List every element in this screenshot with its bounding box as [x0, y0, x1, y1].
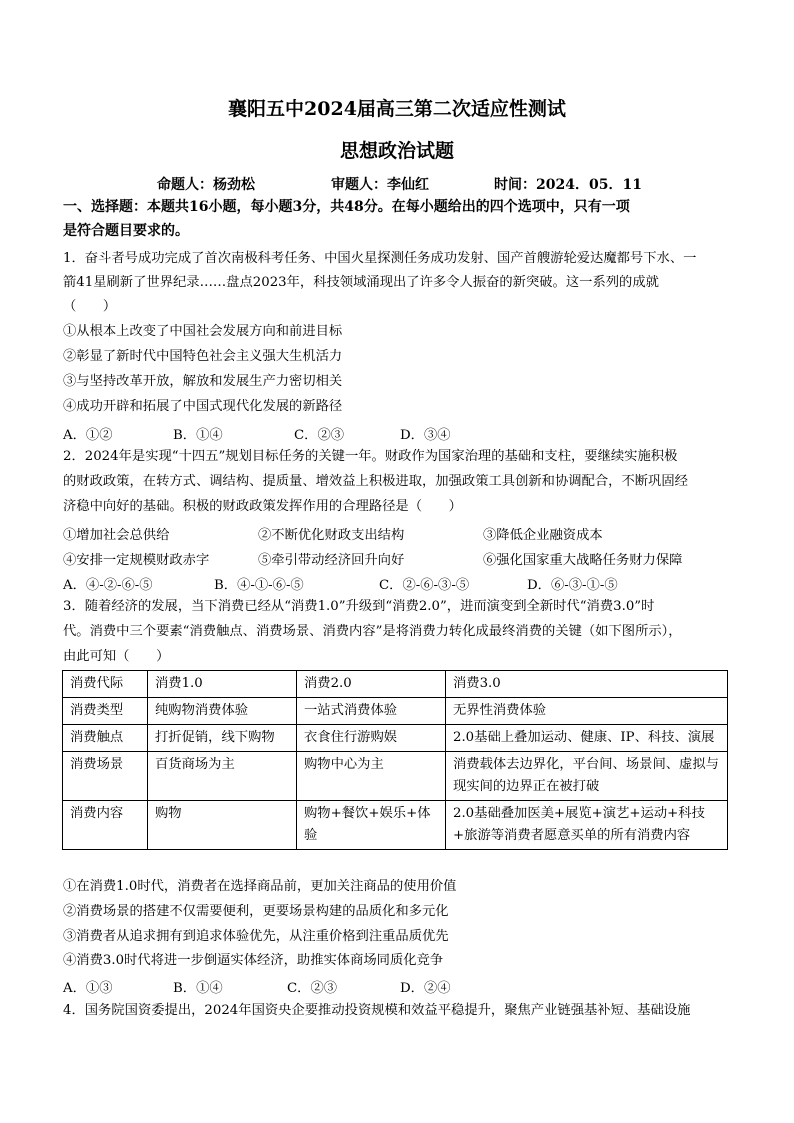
table-header-cell: 消费代际 — [63, 671, 148, 698]
q3-statement-4: ④消费3.0时代将进一步倒逼实体经济，助推实体商场同质化竞争 — [63, 953, 444, 968]
consumption-table — [62, 670, 728, 850]
table-cell: 消费场景 — [63, 752, 148, 801]
q2-option-c: C．②-⑥-③-⑤ — [379, 578, 470, 593]
table-header-cell: 消费3.0 — [446, 671, 728, 698]
q2-statement-2: ②不断优化财政支出结构 — [258, 528, 405, 543]
table-cell: 一站式消费体验 — [297, 698, 446, 725]
table-cell: 2.0基础叠加医美+展览+演艺+运动+科技+旅游等消费者愿意买单的所有消费内容 — [446, 801, 728, 850]
q2-statement-4: ④安排一定规模财政赤字 — [63, 553, 210, 568]
q3-option-c: C．②③ — [287, 981, 338, 996]
table-cell: 消费内容 — [63, 801, 148, 850]
q1-option-c: C．②③ — [294, 428, 345, 443]
table-cell: 纯购物消费体验 — [148, 698, 297, 725]
q3-stem: 3．随着经济的发展，当下消费已经从“消费1.0”升级到“消费2.0”，进而演变到全新时代“消费3.0”时 — [63, 599, 655, 614]
table-row — [63, 725, 728, 752]
table-row — [63, 698, 728, 725]
q3-option-d: D．②④ — [400, 981, 451, 996]
q1-stem: 1．奋斗者号成功完成了首次南极科考任务、中国火星探测任务成功发射、国产首艘游轮爱达魔都号下水、一 — [63, 251, 697, 266]
q2-stem-2: 的财政政策，在转方式、调结构、提质量、增效益上积极进取，加强政策工具创新和协调配合，不断巩固经 — [63, 474, 688, 489]
q2-stem: 2．2024年是实现“十四五”规划目标任务的关键一年。财政作为国家治理的基础和支柱，要继续实施积极 — [63, 449, 678, 464]
q2-option-b: B．④-①-⑥-⑤ — [214, 578, 304, 593]
table-cell: 消费触点 — [63, 725, 148, 752]
q2-statement-3: ③降低企业融资成本 — [483, 528, 603, 543]
q2-statement-1: ①增加社会总供给 — [63, 528, 170, 543]
q4-stem: 4．国务院国资委提出，2024年国资央企要推动投资规模和效益平稳提升，聚焦产业链强基补短、基础设施 — [63, 1003, 691, 1018]
table-row — [63, 752, 728, 801]
q2-option-a: A．④-②-⑥-⑤ — [63, 578, 153, 593]
q1-option-a: A．①② — [63, 428, 113, 443]
q1-option-d: D．③④ — [400, 428, 451, 443]
q2-statement-6: ⑥强化国家重大战略任务财力保障 — [483, 553, 683, 568]
q3-option-a: A．①③ — [63, 981, 113, 996]
table-header-cell: 消费2.0 — [297, 671, 446, 698]
table-cell: 购物+餐饮+娱乐+体验 — [297, 801, 446, 850]
q1-statement-1: ①从根本上改变了中国社会发展方向和前进目标 — [63, 324, 343, 339]
q3-option-b: B．①④ — [173, 981, 223, 996]
reviewer: 审题人：李仙红 — [331, 177, 429, 193]
exam-subject: 思想政治试题 — [339, 140, 454, 162]
q2-stem-3: 济稳中向好的基础。积极的财政政策发挥作用的合理路径是（ ） — [63, 499, 462, 514]
table-cell: 消费载体去边界化，平台间、场景间、虚拟与现实间的边界正在被打破 — [446, 752, 728, 801]
q1-statement-2: ②彰显了新时代中国特色社会主义强大生机活力 — [63, 349, 343, 364]
section-instructions: 一、选择题：本题共16小题，每小题3分，共48分。在每小题给出的四个选项中，只有一项 — [63, 199, 630, 215]
section-instructions-cont: 是符合题目要求的。 — [63, 223, 189, 239]
q1-statement-3: ③与坚持改革开放，解放和发展生产力密切相关 — [63, 374, 343, 389]
table-cell: 购物中心为主 — [297, 752, 446, 801]
table-cell: 2.0基础上叠加运动、健康、IP、科技、演展 — [446, 725, 728, 752]
table-header-row — [63, 671, 728, 698]
table-row — [63, 801, 728, 850]
setter: 命题人：杨劲松 — [157, 177, 255, 193]
q1-option-b: B．①④ — [173, 428, 223, 443]
table-header-cell: 消费1.0 — [148, 671, 297, 698]
q3-statement-1: ①在消费1.0时代，消费者在选择商品前，更加关注商品的使用价值 — [63, 879, 457, 894]
table-cell: 打折促销，线下购物 — [148, 725, 297, 752]
q1-statement-4: ④成功开辟和拓展了中国式现代化发展的新路径 — [63, 399, 343, 414]
q3-statement-3: ③消费者从追求拥有到追求体验优先，从注重价格到注重品质优先 — [63, 929, 449, 944]
table-cell: 消费类型 — [63, 698, 148, 725]
table-cell: 无界性消费体验 — [446, 698, 728, 725]
q3-stem-2: 代。消费中三个要素“消费触点、消费场景、消费内容”是将消费力转化成最终消费的关键（如下图所示）， — [63, 624, 682, 639]
q1-stem-2: 箭41星刷新了世界纪录……盘点2023年，科技领域涌现出了许多令人振奋的新突破。这一系列的成就 — [63, 275, 659, 290]
table-cell: 百货商场为主 — [148, 752, 297, 801]
exam-time: 时间：2024．05．11 — [494, 177, 642, 193]
q2-option-d: D．⑥-③-①-⑤ — [527, 578, 618, 593]
exam-title: 襄阳五中2024届高三第二次适应性测试 — [228, 98, 566, 120]
table-cell: 衣食住行游购娱 — [297, 725, 446, 752]
q3-statement-2: ②消费场景的搭建不仅需要便利，更要场景构建的品质化和多元化 — [63, 904, 449, 919]
table-cell: 购物 — [148, 801, 297, 850]
q2-statement-5: ⑤牵引带动经济回升向好 — [258, 553, 405, 568]
q1-blank: （ ） — [63, 299, 117, 314]
q3-stem-3: 由此可知（ ） — [63, 649, 170, 664]
